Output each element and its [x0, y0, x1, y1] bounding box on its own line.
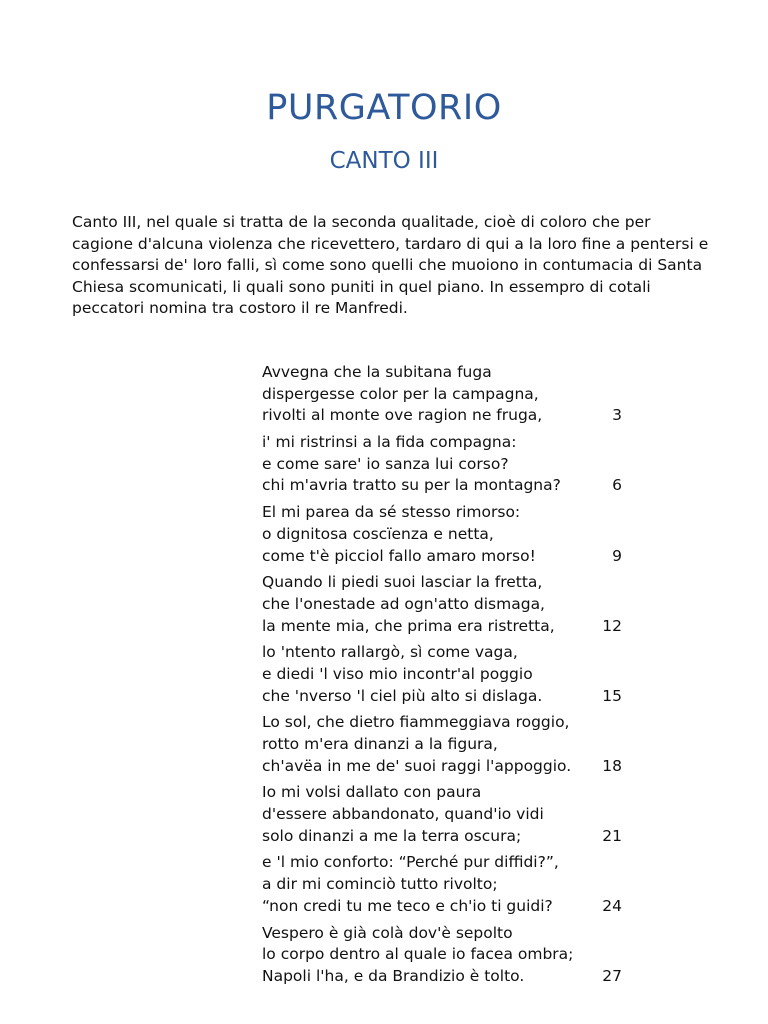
line-number: 3: [612, 406, 622, 425]
tercet: [262, 502, 632, 567]
verse-line: [262, 454, 632, 476]
tercet: [262, 572, 632, 637]
verse-text: Napoli l'ha, e da Brandizio è tolto.: [262, 966, 525, 985]
verse-text: Quando li piedi suoi lasciar la fretta,: [262, 573, 543, 592]
canto-summary: Canto III, nel quale si tratta de la seconda qualitade, cioè di coloro che per cagione d'alcuna violenza che ricevettero, tardaro di qui a la loro fine a pentersi e confessarsi de' loro falli, sì come sono quelli che muoiono in contumacia di Santa Chiesa scomunicati, li quali sono puniti in quel piano. In essempro di cotali peccatori nomina tra costoro il re Manfredi.: [72, 213, 709, 317]
verse-line: [262, 966, 632, 988]
verse-line: [262, 524, 632, 546]
verse-text: e come sare' io sanza lui corso?: [262, 454, 509, 473]
verse-text: Avvegna che la subitana fuga: [262, 363, 492, 381]
verse-text: lo 'ntento rallargò, sì come vaga,: [262, 643, 518, 662]
verse-line: [262, 896, 632, 918]
page-title: PURGATORIO: [266, 88, 502, 128]
verse-line: [262, 572, 632, 594]
verse-text: che 'nverso 'l ciel più alto si dislaga.: [262, 686, 543, 705]
verse-text: rivolti al monte ove ragion ne fruga,: [262, 406, 543, 425]
poem-body: [262, 362, 632, 993]
verse-line: [262, 923, 632, 945]
tercet: [262, 852, 632, 917]
verse-text: i' mi ristrinsi a la fida compagna:: [262, 433, 517, 452]
verse-text: solo dinanzi a me la terra oscura;: [262, 826, 522, 845]
verse-text: la mente mia, che prima era ristretta,: [262, 616, 555, 635]
verse-text: Vespero è già colà dov'è sepolto: [262, 923, 513, 942]
verse-line: [262, 616, 632, 638]
verse-text: a dir mi cominciò tutto rivolto;: [262, 875, 498, 894]
line-number: 15: [602, 686, 622, 705]
verse-text: e diedi 'l viso mio incontr'al poggio: [262, 664, 533, 683]
verse-text: “non credi tu me teco e ch'io ti guidi?: [262, 896, 553, 915]
verse-line: [262, 826, 632, 848]
verse-line: [262, 475, 632, 497]
verse-line: [262, 546, 632, 568]
line-number: 12: [602, 616, 622, 635]
verse-text: e 'l mio conforto: “Perché pur diffidi?”,: [262, 853, 559, 872]
verse-line: [262, 384, 632, 406]
verse-text: come t'è picciol fallo amaro morso!: [262, 546, 536, 565]
verse-line: [262, 782, 632, 804]
verse-line: [262, 712, 632, 734]
tercet: [262, 923, 632, 988]
verse-line: [262, 734, 632, 756]
verse-line: [262, 362, 632, 384]
verse-line: [262, 432, 632, 454]
verse-text: d'essere abbandonato, quand'io vidi: [262, 805, 544, 824]
tercet: [262, 712, 632, 777]
verse-text: dispergesse color per la campagna,: [262, 384, 539, 403]
verse-text: lo corpo dentro al quale io facea ombra;: [262, 945, 574, 964]
line-number: 6: [612, 476, 622, 495]
verse-text: Lo sol, che dietro fiammeggiava roggio,: [262, 713, 570, 732]
verse-line: [262, 664, 632, 686]
verse-line: [262, 944, 632, 966]
tercet: [262, 362, 632, 427]
tercet: [262, 642, 632, 707]
tercet: [262, 782, 632, 847]
verse-text: El mi parea da sé stesso rimorso:: [262, 503, 521, 522]
verse-line: [262, 852, 632, 874]
verse-line: [262, 502, 632, 524]
line-number: 24: [602, 896, 622, 915]
verse-text: chi m'avria tratto su per la montagna?: [262, 476, 561, 495]
tercet: [262, 432, 632, 497]
verse-text: rotto m'era dinanzi a la figura,: [262, 735, 498, 753]
line-number: 9: [612, 546, 622, 565]
verse-text: o dignitosa coscïenza e netta,: [262, 524, 494, 543]
verse-text: ch'avëa in me de' suoi raggi l'appoggio.: [262, 756, 572, 775]
verse-line: [262, 594, 632, 616]
canto-heading: CANTO III: [329, 148, 439, 174]
verse-line: [262, 405, 632, 427]
verse-line: [262, 686, 632, 708]
verse-line: [262, 874, 632, 896]
line-number: 21: [602, 826, 622, 845]
line-number: 27: [602, 966, 622, 985]
verse-text: Io mi volsi dallato con paura: [262, 783, 482, 802]
verse-line: [262, 756, 632, 778]
verse-line: [262, 804, 632, 826]
verse-text: che l'onestade ad ogn'atto dismaga,: [262, 594, 545, 613]
line-number: 18: [602, 756, 622, 775]
verse-line: [262, 642, 632, 664]
